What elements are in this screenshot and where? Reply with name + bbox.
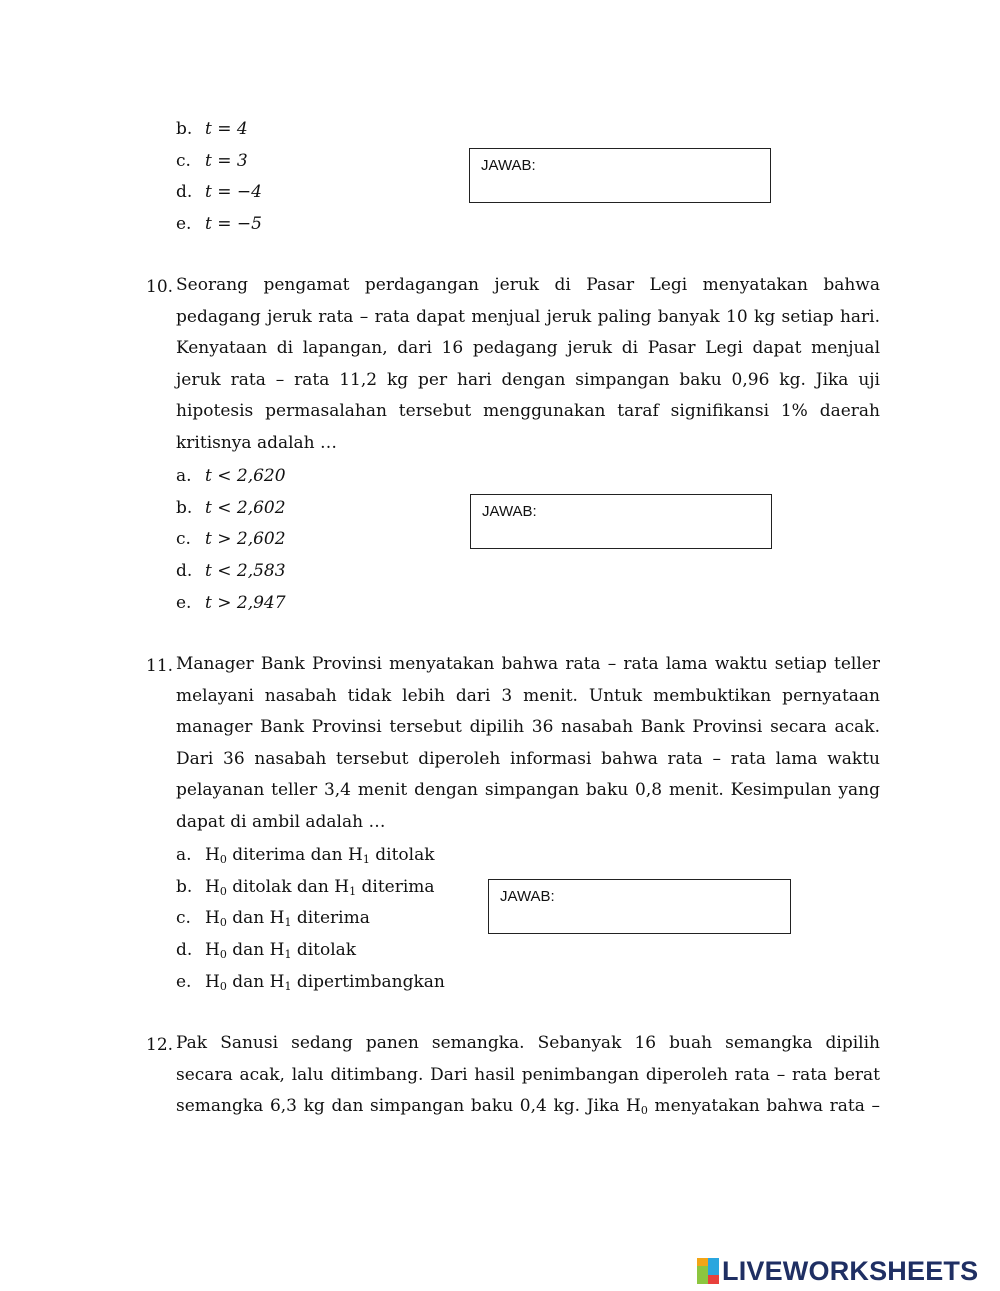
q9-answer-box[interactable] [469,148,771,203]
q10-option-c: c. t > 2,602 [176,529,286,549]
q11-option-c: c. $H_0$ dan $H_1$ diterima [176,908,370,929]
q9-answer-label: JAWAB: [481,157,536,174]
q10-line: hipotesis permasalahan tersebut menggunakan taraf signifikansi 1% daerah [176,401,880,421]
q10-line: Kenyataan di lapangan, dari 16 pedagang jeruk di Pasar Legi dapat menjual [176,338,880,358]
liveworksheets-logo-icon [697,1258,719,1284]
q12-line: Pak Sanusi sedang panen semangka. Sebanyak 16 buah semangka dipilih [176,1033,880,1053]
q11-answer-box[interactable] [488,879,791,934]
q9-option-e: e. t = −5 [176,214,262,234]
q11-line: melayani nasabah tidak lebih dari 3 menit. Untuk membuktikan pernyataan [176,685,880,706]
q10-answer-box[interactable] [470,494,772,549]
q11-line: Dari 36 nasabah tersebut diperoleh informasi bahwa rata – rata lama waktu [176,748,880,769]
q9-option-b: b. t = 4 [176,119,248,139]
q11-line: Manager Bank Provinsi menyatakan bahwa rata – rata lama waktu setiap teller [176,654,880,674]
q9-option-c: c. t = 3 [176,151,248,171]
q10-line: pedagang jeruk rata – rata dapat menjual jeruk paling banyak 10 kg setiap hari. [176,306,880,327]
q12-line: secara acak, lalu ditimbang. Dari hasil penimbangan diperoleh rata – rata berat [176,1064,880,1085]
q11-option-d: d. $H_0$ dan $H_1$ ditolak [176,940,357,961]
q10-line: Seorang pengamat perdagangan jeruk di Pasar Legi menyatakan bahwa [176,275,880,295]
q10-number: 10. [146,277,174,297]
q12-text [176,1028,880,1123]
q10-line: kritisnya adalah … [176,432,338,453]
q11-number: 11. [146,656,174,676]
q10-option-e: e. t > 2,947 [176,593,286,613]
q9-option-d: d. t = −4 [176,182,262,202]
liveworksheets-logo-text: LIVEWORKSHEETS [722,1255,979,1286]
q11-line: pelayanan teller 3,4 menit dengan simpangan baku 0,8 menit. Kesimpulan yang [176,780,880,800]
q11-text [176,649,880,838]
q10-line: jeruk rata – rata 11,2 kg per hari dengan simpangan baku 0,96 kg. Jika uji [176,369,880,390]
q11-answer-label: JAWAB: [500,888,555,905]
liveworksheets-logo [697,1256,978,1286]
q10-option-d: d. t < 2,583 [176,561,286,581]
q11-option-a: a. $H_0$ diterima dan $H_1$ ditolak [176,845,435,866]
q12-line: semangka 6,3 kg dan simpangan baku 0,4 kg. Jika $H_0$ menyatakan bahwa rata – [176,1096,881,1117]
q11-line: manager Bank Provinsi tersebut dipilih 36 nasabah Bank Provinsi secara acak. [176,717,880,737]
q10-answer-label: JAWAB: [482,503,537,520]
q12-number: 12. [146,1035,174,1055]
q11-option-b: b. $H_0$ ditolak dan $H_1$ diterima [176,877,435,898]
q10-text [176,270,880,459]
q10-option-a: a. t < 2,620 [176,466,286,486]
q11-option-e: e. $H_0$ dan $H_1$ dipertimbangkan [176,972,445,993]
q10-option-b: b. t < 2,602 [176,498,286,518]
q11-line: dapat di ambil adalah … [176,811,386,832]
